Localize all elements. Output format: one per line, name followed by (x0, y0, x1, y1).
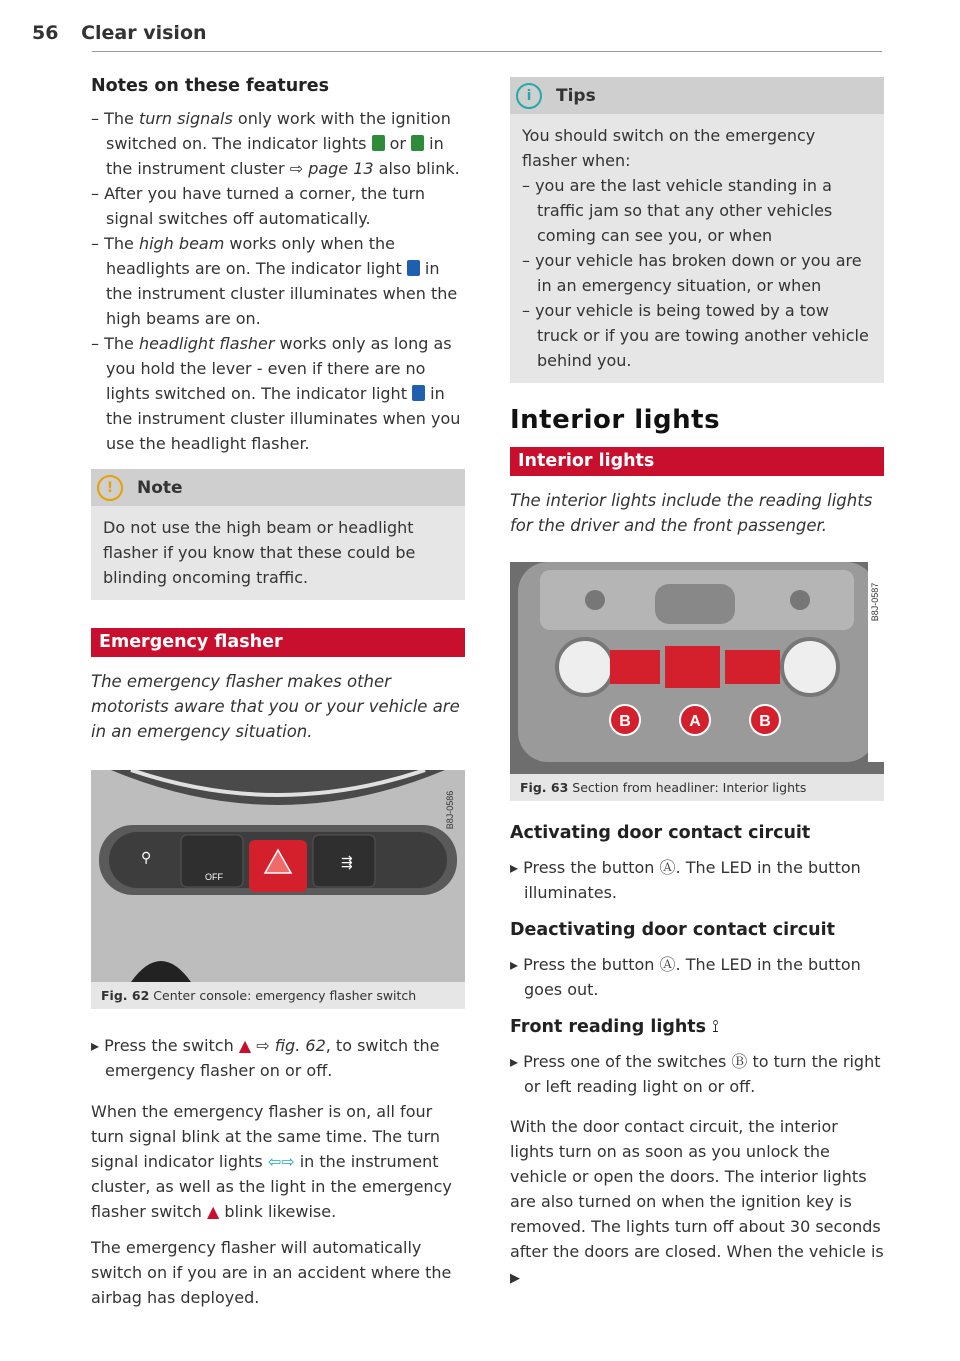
page-header (32, 22, 207, 44)
list-item: – you are the last vehicle standing in a traffic jam so that any other vehicles coming can see you, or when (522, 176, 833, 245)
marker-b-right: B (759, 713, 771, 730)
list-item: – your vehicle has broken down or you are in an emergency situation, or when (522, 251, 862, 295)
deactivating-instruction: ▸ Press the button Ⓐ. The LED in the button goes out. (510, 955, 861, 999)
list-item: – The high beam works only when the headlights are on. The indicator light in the instrument cluster illuminates when the high beams are on. (91, 234, 458, 328)
figure-63 (510, 562, 884, 774)
airbag-paragraph: The emergency flasher will automatically switch on if you are in an accident where the airbag has deployed. (91, 1238, 452, 1307)
list-item: – After you have turned a corner, the turn signal switches off automatically. (91, 184, 426, 228)
emergency-flasher-illustration (91, 770, 465, 982)
figure-link[interactable]: fig. 62 (274, 1036, 326, 1055)
svg-text:⚲: ⚲ (141, 850, 152, 866)
caution-icon: ! (97, 475, 123, 501)
figure-code: B8J-0586 (445, 790, 455, 830)
button-b-icon: Ⓑ (731, 1052, 748, 1071)
note-box (91, 469, 465, 600)
button-a-icon: Ⓐ (659, 955, 676, 974)
note-title: Note (137, 477, 183, 498)
activating-instruction: ▸ Press the button Ⓐ. The LED in the button illuminates. (510, 858, 861, 902)
page-number: 56 (32, 22, 59, 44)
page-link[interactable]: page 13 (308, 159, 374, 178)
emergency-intro: The emergency flasher makes other motorists aware that you or your vehicle are in an emergency situation. (91, 672, 460, 741)
tips-intro: You should switch on the emergency flasher when: (522, 126, 816, 170)
interior-lights-heading: Interior lights (510, 405, 721, 435)
info-icon: i (516, 83, 542, 109)
figure-62-caption: Fig. 62 Center console: emergency flasher switch (91, 982, 465, 1009)
figure-63-caption: Fig. 63 Section from headliner: Interior lights (510, 774, 884, 801)
section-title: Clear vision (81, 22, 207, 44)
headlight-flasher-indicator-icon (412, 385, 425, 401)
list-item: – your vehicle is being towed by a tow truck or if you are towing another vehicle behind you. (522, 301, 869, 370)
button-a-icon: Ⓐ (659, 858, 676, 877)
notes-heading: Notes on these features (91, 76, 330, 96)
tips-title: Tips (556, 85, 596, 106)
left-column (91, 70, 465, 1310)
notes-list (91, 106, 465, 456)
interior-lights-bar: Interior lights (510, 447, 884, 476)
emergency-paragraph: When the emergency flasher is on, all four turn signal blink at the same time. The turn signal indicator lights ⇦⇨ in the instrument cluster, as well as the light in the emergency flasher switch ▲ blink likewise. (91, 1102, 452, 1221)
marker-b-left: B (619, 713, 631, 730)
figure-62 (91, 770, 465, 982)
turn-signal-arrows-icon: ⇦⇨ (267, 1152, 295, 1171)
reading-light-icon: ⟟ (712, 1017, 719, 1037)
interior-lights-illustration (510, 562, 884, 774)
tips-box-header (510, 77, 884, 114)
marker-a: A (689, 713, 701, 730)
deactivating-heading: Deactivating door contact circuit (510, 920, 835, 940)
left-turn-indicator-icon (372, 135, 385, 151)
continue-arrow-icon: ▶ (510, 1271, 520, 1286)
high-beam-indicator-icon (407, 260, 420, 276)
front-reading-heading: Front reading lights ⟟ (510, 1017, 719, 1037)
svg-text:⇶: ⇶ (341, 855, 353, 871)
list-item: – The headlight flasher works only as long as you hold the lever - even if there are no lights switched on. The indicator light in the instrument cluster illuminates when you use the headlight flasher. (91, 334, 461, 453)
front-reading-instruction: ▸ Press one of the switches Ⓑ to turn the right or left reading light on or off. (510, 1052, 881, 1096)
tips-box (510, 77, 884, 383)
right-column (510, 77, 884, 1291)
interior-intro: The interior lights include the reading lights for the driver and the front passenger. (510, 491, 873, 535)
instruction: ▸ Press the switch ▲ ⇨ fig. 62, to switch the emergency flasher on or off. (91, 1036, 440, 1080)
off-label: OFF (205, 872, 223, 882)
note-body: Do not use the high beam or headlight flasher if you know that these could be blinding oncoming traffic. (103, 518, 416, 587)
note-box-header (91, 469, 465, 506)
hazard-warning-icon: ▲ (238, 1036, 252, 1055)
hazard-warning-icon: ▲ (207, 1202, 220, 1221)
activating-heading: Activating door contact circuit (510, 823, 811, 843)
figure-code: B8J-0587 (870, 582, 880, 622)
header-rule (92, 51, 882, 52)
right-turn-indicator-icon (411, 135, 424, 151)
emergency-flasher-bar: Emergency flasher (91, 628, 465, 657)
door-contact-paragraph: With the door contact circuit, the interior lights turn on as soon as you unlock the vehicle or open the doors. The interior lights are also turned on when the ignition key is removed. The lights turn off about 30 seconds after the doors are closed. When the vehicle is ▶ (510, 1117, 884, 1286)
list-item: – The turn signals only work with the ignition switched on. The indicator lights or in the instrument cluster ⇨ page 13 also blink. (91, 109, 460, 178)
